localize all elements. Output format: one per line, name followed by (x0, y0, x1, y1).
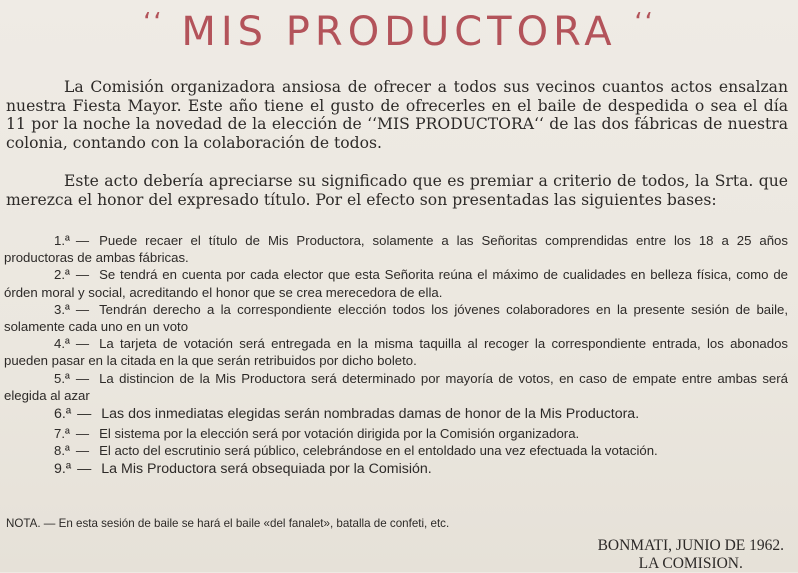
signer: LA COMISION. (638, 555, 743, 572)
base-dash: — (75, 233, 90, 248)
base-item-4 (4, 335, 788, 369)
intro-paragraph: La Comisión organizadora ansiosa de ofrecer a todos sus vecinos cuantos actos ensalzan nuestra Fiesta Mayor. Este año tiene el gusto de ofrecerles en el baile de despedida o sea el día 11 por la noche la novedad de la elección de ‘‘MIS PRODUCTORA‘‘ de las dos fábricas de nuestra colonia, contando con la colaboración de todos. (6, 78, 788, 152)
base-number: 2.ª (54, 267, 70, 283)
base-number: 3.ª (54, 301, 70, 317)
base-item-5 (4, 370, 788, 404)
signature-block (598, 537, 784, 573)
base-number: 7.ª (54, 426, 70, 442)
base-text: Tendrán derecho a la correspondiente elección todos los jóvenes colaboradores en la presente sesión de baile, solamente cada uno en un voto (4, 301, 788, 335)
title-text: MIS PRODUCTORA (181, 9, 617, 55)
place-date: BONMATI, JUNIO DE 1962. (597, 537, 784, 554)
base-item-2 (4, 266, 788, 300)
base-text: El acto del escrutinio será público, celebrándose en el entoldado una vez efectuada la votación. (99, 443, 658, 459)
base-text: La tarjeta de votación será entregada en la misma taquilla al recoger la correspondiente entrada, los abonados pueden pasar en la citada en la que serán retribuidos por dicho boleto. (4, 336, 788, 369)
base-dash: — (75, 370, 90, 386)
base-dash: — (75, 301, 90, 317)
base-item-3 (4, 301, 788, 335)
base-dash: — (77, 461, 92, 478)
base-dash: — (77, 406, 92, 423)
base-text: La distincion de la Mis Productora será determinado por mayoría de votos, en caso de empate entre ambas será elegida al azar (4, 370, 788, 403)
base-item-9 (4, 459, 788, 480)
base-text: La Mis Productora será obsequiada por la Comisión. (101, 461, 432, 478)
base-number: 6.ª (54, 406, 72, 423)
base-dash: — (75, 336, 90, 352)
poster-title (0, 8, 798, 55)
base-text: Puede recaer el título de Mis Productora, solamente a las Señoritas comprendidas entre los 18 a 25 años productoras de ambas fábricas. (4, 233, 788, 266)
base-dash: — (75, 443, 90, 459)
base-number: 9.ª (54, 461, 72, 478)
base-number: 4.ª (54, 336, 70, 352)
base-text: Las dos inmediatas elegidas serán nombradas damas de honor de la Mis Productora. (101, 406, 640, 423)
base-dash: — (75, 426, 90, 442)
second-paragraph: Este acto debería apreciarse su significado que es premiar a criterio de todos, la Srta. que merezca el honor del expresado título. Por el efecto son presentadas las siguientes bases: (6, 172, 788, 209)
title-close-quote: ‘‘ (634, 8, 655, 38)
base-number: 5.ª (54, 370, 70, 386)
base-item-1 (4, 232, 788, 266)
title-open-quote: ‘‘ (143, 8, 164, 38)
base-text: Se tendrá en cuenta por cada elector que esta Señorita reúna el máximo de cualidades en belleza física, como de órden moral y social, acreditando el honor que se crea merecedora de ella. (4, 267, 788, 300)
base-number: 1.ª (54, 233, 70, 248)
base-item-7 (4, 425, 788, 442)
base-item-6 (4, 404, 788, 425)
base-dash: — (75, 267, 90, 283)
base-text: El sistema por la elección será por votación dirigida por la Comisión organizadora. (99, 426, 580, 442)
base-number: 8.ª (54, 443, 70, 459)
bases-list (4, 232, 788, 480)
footnote: NOTA. — En esta sesión de baile se hará el baile «del fanalet», batalla de confeti, etc. (6, 517, 450, 530)
base-item-8 (4, 442, 788, 459)
